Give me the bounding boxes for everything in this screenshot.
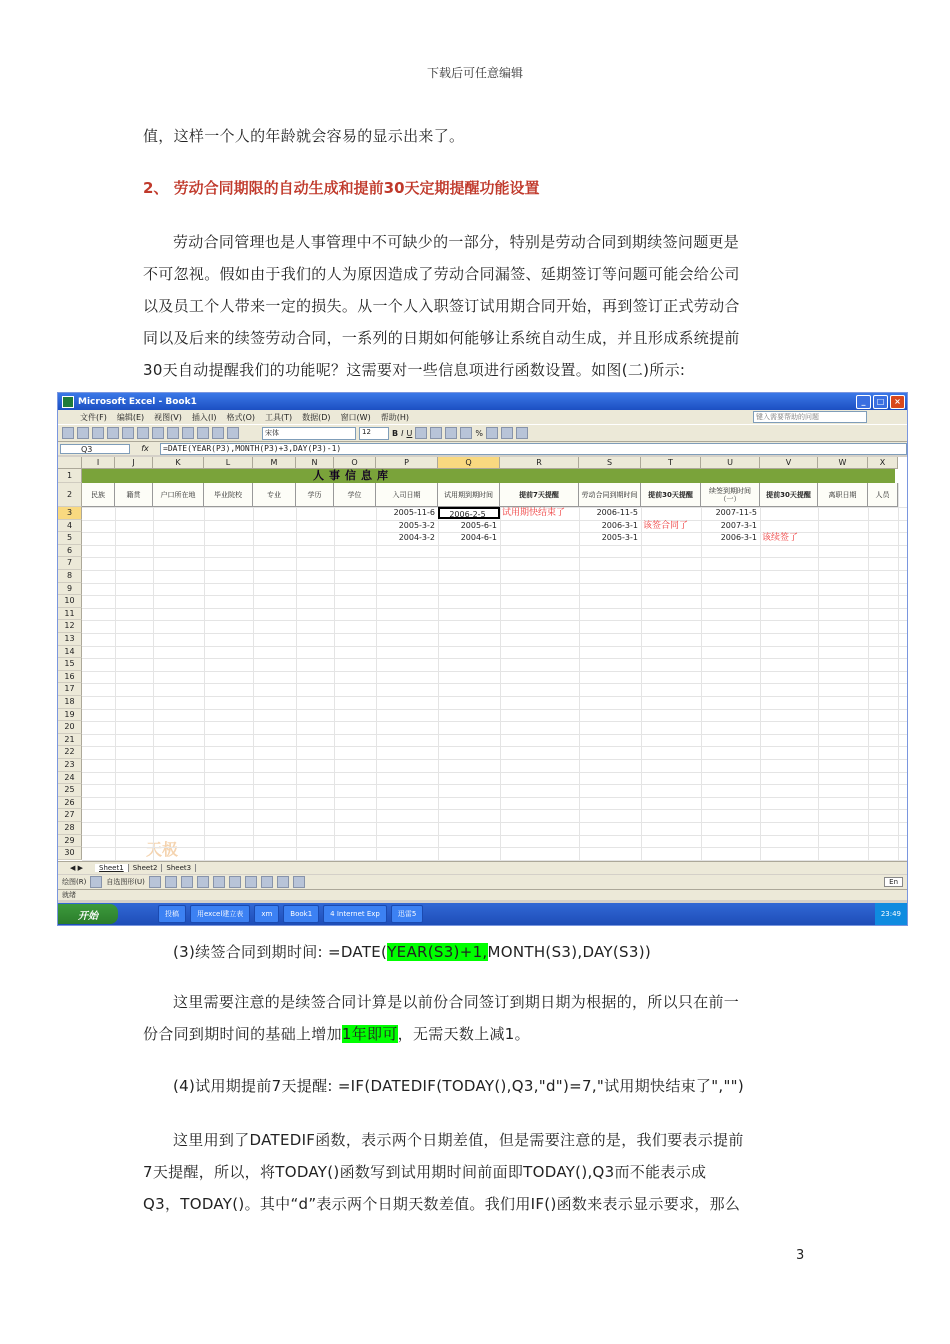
clipart-icon[interactable] [245,876,257,888]
last-paragraph-line-3: Q3，TODAY()。其中“d”表示两个日期天数差值。我们用IF()函数来表示显示要求，那么 [143,1195,741,1213]
sheet-title: 人事信息库 [313,469,393,482]
item-3-suffix: MONTH(S3),DAY(S3)) [487,943,652,961]
note-paragraph-line-1: 这里需要注意的是续签合同计算是以前份合同签订到期日期为根据的，所以只在前一 [173,993,740,1011]
save-icon[interactable] [92,427,104,439]
excel-title-bar [58,393,907,410]
intro-paragraph: 值，这样一个人的年龄就会容易的显示出来了。 [143,127,465,145]
row-header[interactable]: 18 [58,696,82,709]
main-paragraph-line-4: 同以及后来的续签劳动合同，一系列的日期如何能够让系统自动生成，并且形成系统提前 [143,329,740,347]
header-cell[interactable]: 入司日期 [376,483,438,507]
note-text-a: 份合同到期时间的基础上增加 [143,1025,342,1043]
menu-window[interactable]: 窗口(W) [340,412,371,422]
gridline [82,797,907,798]
row-header[interactable]: 10 [58,595,82,608]
row-header[interactable]: 16 [58,671,82,684]
sheet-tabs-bar [58,861,907,874]
item-3-prefix: (3)续签合同到期时间: =DATE( [173,943,388,961]
date-cell[interactable]: 2006-2-5 [438,507,500,519]
formula-bar [58,441,907,455]
minimize-icon[interactable]: _ [856,395,871,409]
gridline [82,721,907,722]
gridline [82,772,907,773]
gridline [253,483,254,860]
shadow-icon[interactable] [277,876,289,888]
gridline [82,570,907,571]
menu-help[interactable]: 帮助(H) [380,412,409,422]
date-cell[interactable]: 2004-3-2 [398,533,435,543]
worksheet-grid[interactable] [58,457,907,861]
page-number: 3 [796,1248,805,1263]
header-cell[interactable]: 籍贯 [115,483,153,507]
reminder-cell[interactable] [760,520,818,532]
tab-sheet1[interactable]: Sheet1 [95,864,129,872]
tab-sheet3[interactable]: Sheet3 [162,864,196,872]
date-cell[interactable]: 2006-11-5 [596,508,638,517]
gridline [82,620,907,621]
main-paragraph-line-3: 以及员工个人带来一定的损失。从一个人入职签订试用期合同开始，再到签订正式劳动合 [143,297,740,315]
border-icon[interactable] [486,427,498,439]
maximize-icon[interactable]: □ [873,395,888,409]
autoshape-menu[interactable]: 自选图形(U) [106,878,145,886]
task-item[interactable]: 投稿 [158,905,186,923]
title-band [82,469,895,483]
select-arrow-icon[interactable] [90,876,102,888]
header-cell[interactable]: 试用期到期时间 [438,483,500,507]
header-cell[interactable]: 离职日期 [818,483,868,507]
rectangle-icon[interactable] [181,876,193,888]
date-cell[interactable]: 2007-11-5 [715,508,757,517]
item-3-highlight: YEAR(S3)+1, [387,943,488,961]
header-cell[interactable]: 人员 [868,483,898,507]
gridline [204,483,205,860]
wordart-icon[interactable] [229,876,241,888]
column-header-q[interactable]: Q [438,457,500,469]
row-header[interactable]: 26 [58,797,82,810]
line-icon[interactable] [149,876,161,888]
date-cell[interactable]: 2005-3-1 [601,533,638,543]
gridline [868,483,869,860]
gridline [82,759,907,760]
gridline [82,709,907,710]
menu-tools[interactable]: 工具(T) [265,412,293,422]
row-header[interactable]: 4 [58,520,82,533]
excel-app-icon [62,396,74,408]
gridline [334,483,335,860]
row-header[interactable]: 14 [58,646,82,659]
reminder-cell[interactable] [500,532,579,544]
column-header-r[interactable]: R [500,457,579,469]
row-header[interactable]: 17 [58,683,82,696]
gridline [82,835,907,836]
menu-file[interactable]: 文件(F) [80,412,107,422]
language-indicator[interactable]: En [884,877,903,887]
arrow-icon[interactable] [165,876,177,888]
menu-format[interactable]: 格式(O) [226,412,256,422]
gridline [115,483,116,860]
column-header-u[interactable]: U [701,457,760,469]
task-item[interactable]: 迅雷5 [391,905,423,923]
header-cell[interactable]: 专业 [253,483,296,507]
excel-menu-bar [58,410,907,424]
3d-icon[interactable] [293,876,305,888]
row-header[interactable]: 11 [58,608,82,621]
row-header[interactable]: 5 [58,532,82,545]
gridline [82,683,907,684]
align-center-icon[interactable] [430,427,442,439]
sum-icon[interactable] [197,427,209,439]
merge-icon[interactable] [460,427,472,439]
status-bar: 就绪 [58,889,907,900]
column-header-t[interactable]: T [641,457,701,469]
windows-taskbar [58,903,907,925]
gridline [296,483,297,860]
task-item[interactable]: xm [254,905,279,923]
gridline [82,658,907,659]
header-cell[interactable]: 劳动合同到期时间 [579,483,641,507]
drawing-toolbar [58,875,908,889]
header-cell[interactable]: 提前30天提醒 [641,483,701,507]
row-header[interactable]: 20 [58,721,82,734]
section-heading: 2、 劳动合同期限的自动生成和提前30天定期提醒功能设置 [143,179,540,197]
row-header[interactable]: 21 [58,734,82,747]
gridline [898,483,899,860]
undo-icon[interactable] [182,427,194,439]
gridline [82,595,907,596]
gridline [82,633,907,634]
close-icon[interactable]: × [890,395,905,409]
row-header[interactable]: 24 [58,772,82,785]
row-header[interactable]: 27 [58,809,82,822]
header-cell[interactable]: 提前30天提醒 [760,483,818,507]
column-header-x[interactable]: X [868,457,898,469]
header-cell[interactable]: 续签到期时间（一） [701,483,760,507]
reminder-cell[interactable] [760,507,818,519]
reminder-cell[interactable]: 该续签了 [762,533,799,544]
main-paragraph-line-2: 不可忽视。假如由于我们的人为原因造成了劳动合同漏签、延期签订等问题可能会给公司 [143,265,740,283]
new-icon[interactable] [62,427,74,439]
align-left-icon[interactable] [415,427,427,439]
header-cell[interactable]: 户口所在地 [153,483,204,507]
row-header[interactable]: 30 [58,847,82,860]
font-color-icon[interactable] [516,427,528,439]
row-header[interactable]: 15 [58,658,82,671]
watermark-logo: 天极 [146,840,179,859]
font-select[interactable]: 宋体 [262,427,356,440]
date-cell[interactable]: 2006-3-1 [601,520,638,530]
align-right-icon[interactable] [445,427,457,439]
open-icon[interactable] [77,427,89,439]
note-text-b: ，无需天数上减1。 [397,1025,530,1043]
gridline [82,809,907,810]
header-cell[interactable]: 学位 [334,483,376,507]
column-header-k[interactable]: K [153,457,204,469]
date-cell[interactable]: 2005-6-1 [460,520,497,530]
gridline [82,545,907,546]
date-cell[interactable]: 2004-6-1 [460,533,497,543]
underline-icon[interactable]: U [406,428,413,438]
row-header[interactable]: 22 [58,746,82,759]
excel-title: Microsoft Excel - Book1 [78,396,197,407]
row-header[interactable]: 9 [58,583,82,596]
tab-sheet2[interactable]: Sheet2 [129,864,163,872]
menu-data[interactable]: 数据(D) [302,412,331,422]
gridline [82,734,907,735]
draw-menu[interactable]: 绘图(R) [62,878,87,886]
item-3-line [143,936,803,968]
reminder-cell[interactable]: 该签合同了 [643,520,689,531]
row-header[interactable]: 2 [58,483,82,507]
column-header-j[interactable]: J [115,457,153,469]
italic-icon[interactable]: I [401,428,404,438]
preview-icon[interactable] [122,427,134,439]
main-paragraph-line-1: 劳动合同管理也是人事管理中不可缺少的一部分，特别是劳动合同到期续签问题更是 [173,233,740,251]
gridline [82,583,907,584]
tab-nav-arrows-icon[interactable]: ◀ ▶ [70,864,83,872]
row-header[interactable]: 12 [58,620,82,633]
column-header-v[interactable]: V [760,457,818,469]
percent-icon[interactable]: % [475,428,483,438]
menu-edit[interactable]: 编辑(E) [116,412,145,422]
chart-icon[interactable] [227,427,239,439]
sort-icon[interactable] [212,427,224,439]
gridline [82,746,907,747]
row-header[interactable]: 29 [58,835,82,848]
main-paragraph-line-5: 30天自动提醒我们的功能呢？这需要对一些信息项进行函数设置。如图(二)所示: [143,361,686,379]
fx-icon[interactable]: fx [141,444,149,453]
column-header-o[interactable]: O [334,457,376,469]
date-cell[interactable]: 2007-3-1 [720,520,757,530]
header-cell[interactable]: 民族 [82,483,115,507]
select-all-corner[interactable] [58,457,82,469]
gridline [82,784,907,785]
row-header[interactable]: 1 [58,469,82,483]
menu-view[interactable]: 视图(V) [154,412,182,422]
fill-color-icon[interactable] [501,427,513,439]
textbox-icon[interactable] [213,876,225,888]
column-header-s[interactable]: S [579,457,641,469]
font-size-select[interactable]: 12 [359,427,389,440]
task-item[interactable]: 用excel建立表 [190,905,250,923]
oval-icon[interactable] [197,876,209,888]
row-header[interactable]: 7 [58,557,82,570]
gridline [82,671,907,672]
start-button[interactable]: 开始 [58,904,118,924]
excel-screenshot [57,392,908,926]
column-header-l[interactable]: L [204,457,253,469]
system-tray-clock: 23:49 [875,903,907,925]
help-search-input[interactable]: 键入需要帮助的问题 [753,411,867,423]
cut-icon[interactable] [137,427,149,439]
row-header[interactable]: 25 [58,784,82,797]
paste-icon[interactable] [167,427,179,439]
header-cell[interactable]: 提前7天提醒 [500,483,579,507]
last-paragraph-line-1: 这里用到了DATEDIF函数，表示两个日期差值，但是需要注意的是，我们要表示提前 [173,1131,744,1149]
column-header-w[interactable]: W [818,457,868,469]
gridline [82,696,907,697]
column-header-p[interactable]: P [376,457,438,469]
row-header[interactable]: 13 [58,633,82,646]
bold-icon[interactable]: B [392,428,399,438]
gridline [82,847,907,848]
row-header[interactable]: 8 [58,570,82,583]
reminder-cell[interactable] [641,507,701,519]
task-item[interactable]: Book1 [283,905,319,923]
gridline [82,608,907,609]
column-header-n[interactable]: N [296,457,334,469]
last-paragraph-line-2: 7天提醒，所以，将TODAY()函数写到试用期时间前面即TODAY(),Q3而不能表示成 [143,1163,707,1181]
reminder-cell[interactable] [641,532,701,544]
copy-icon[interactable] [152,427,164,439]
picture-icon[interactable] [261,876,273,888]
formula-input[interactable]: =DATE(YEAR(P3),MONTH(P3)+3,DAY(P3)-1) [160,443,907,455]
column-header-i[interactable]: I [82,457,115,469]
date-cell[interactable]: 2006-3-1 [720,533,757,543]
gridline [82,557,907,558]
header-cell[interactable]: 学历 [296,483,334,507]
row-header[interactable]: 19 [58,709,82,722]
print-icon[interactable] [107,427,119,439]
header-cell[interactable]: 毕业院校 [204,483,253,507]
name-box[interactable]: Q3 [60,444,130,454]
row-header[interactable]: 3 [58,507,82,520]
row-header[interactable]: 28 [58,822,82,835]
gridline [82,822,907,823]
date-cell[interactable]: 2005-3-2 [398,520,435,530]
excel-toolbar [58,424,907,441]
row-header[interactable]: 23 [58,759,82,772]
gridline [153,483,154,860]
item-4-line: (4)试用期提前7天提醒: =IF(DATEDIF(TODAY(),Q3,"d")=7,"试用期快结束了","") [173,1077,745,1095]
reminder-cell[interactable] [500,520,579,532]
task-item[interactable]: 4 Internet Exp [323,905,387,923]
gridline [818,483,819,860]
note-highlight: 1年即可 [341,1025,398,1043]
page-header: 下载后可任意编辑 [426,66,523,80]
gridline [82,646,907,647]
note-paragraph-line-2 [143,1018,803,1050]
menu-insert[interactable]: 插入(I) [191,412,217,422]
reminder-cell[interactable]: 试用期快结束了 [502,508,566,518]
row-header[interactable]: 6 [58,545,82,558]
date-cell[interactable]: 2005-11-6 [393,508,435,517]
column-header-m[interactable]: M [253,457,296,469]
